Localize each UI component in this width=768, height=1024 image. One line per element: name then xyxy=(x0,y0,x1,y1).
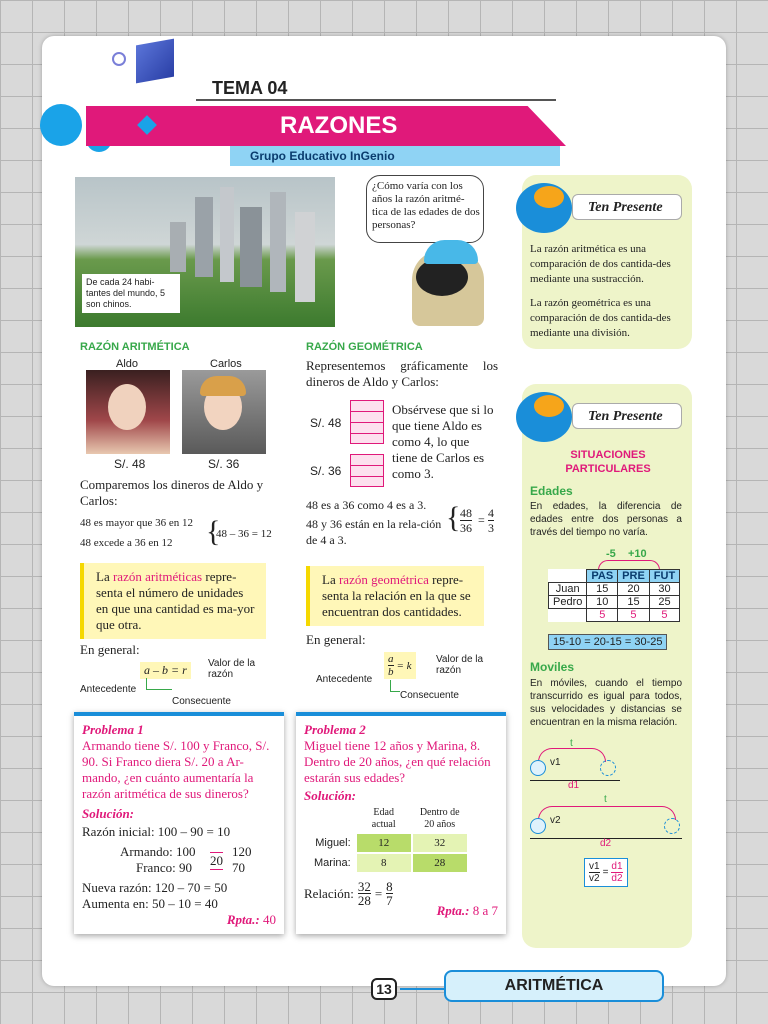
cell: 20 xyxy=(618,583,650,596)
problem-2-box xyxy=(296,712,506,934)
rpta-value: 40 xyxy=(263,912,276,927)
moviles-title: Moviles xyxy=(530,660,575,674)
frac-num: 4 xyxy=(488,506,494,520)
bubble-text: ¿Cómo varía con los años la razón aritmé-tica de las edades de dos personas? xyxy=(372,180,480,231)
geom-money-2: S/. 36 xyxy=(310,464,342,478)
prob1-text: Armando tiene S/. 100 y Franco, S/. 90. Si Franco diera S/. 20 a Ar-mando, ¿en cuánto aumentaría la razón aritmética de sus dineros? xyxy=(82,738,270,801)
frac-den: 3 xyxy=(488,521,494,535)
subject-badge: ARITMÉTICA xyxy=(444,970,664,1002)
header: FUT xyxy=(649,570,679,583)
prob1-fra: Franco: 90 xyxy=(136,860,192,875)
header: PAS xyxy=(587,570,618,583)
cube-icon xyxy=(136,39,174,84)
prob1-arm2: 120 xyxy=(232,844,252,859)
header: PRE xyxy=(618,570,650,583)
brain-gears xyxy=(534,186,564,208)
mobile-1-start xyxy=(530,760,546,776)
face-aldo xyxy=(108,384,146,430)
page-number: 13 xyxy=(371,978,397,1000)
geom-observe: Obsérvese que si lo que tiene Aldo es como 4, lo que tiene de Carlos es como 3. xyxy=(392,402,494,481)
geom-formula xyxy=(384,652,416,679)
formula-a: a xyxy=(388,653,394,665)
cell: 25 xyxy=(649,596,679,609)
ages-time-table xyxy=(548,569,680,622)
diff-equation: 15-10 = 20-15 = 30-25 xyxy=(548,634,667,650)
situaciones-title: SITUACIONES PARTICULARES xyxy=(565,449,651,475)
prob2-answer xyxy=(304,903,498,919)
v2-label: v2 xyxy=(550,815,561,826)
edades-text: En edades, la diferencia de edades entre dos personas a través del tiempo no varía. xyxy=(530,501,682,538)
col-future: Dentro de 20 años xyxy=(419,807,460,830)
velocity-ratio: $\frac{v1}{v2}$ = $\frac{d1}{d2}$ xyxy=(584,858,628,887)
frac-den: 28 xyxy=(357,893,371,908)
cell: 10 xyxy=(587,596,618,609)
prob1-l1: Razón inicial: 100 – 90 = 10 xyxy=(82,824,231,839)
geom-frac-1 xyxy=(460,506,472,535)
connector-line xyxy=(146,678,172,690)
transfer-diagram xyxy=(82,842,276,878)
corner xyxy=(549,609,587,622)
prob2-sol: Solución: xyxy=(304,788,357,803)
arit-line2: 48 excede a 36 en 12 xyxy=(80,537,173,549)
ratio-v2: v2 xyxy=(589,873,600,884)
prob1-title: Problema 1 xyxy=(82,722,144,737)
geom-line2: 48 y 36 están en la rela-ción de 4 a 3. xyxy=(306,517,442,547)
sheep-cap xyxy=(424,240,478,264)
building xyxy=(270,192,286,292)
connector-line xyxy=(390,680,400,692)
arit-label-cons: Consecuente xyxy=(172,696,231,707)
decor-bubble-1 xyxy=(40,104,82,146)
d2-label: d2 xyxy=(600,838,612,849)
row-name: Miguel: xyxy=(315,837,351,849)
prob2-text: Miguel tiene 12 años y Marina, 8. Dentro de 20 años, ¿en qué relación estarán sus edades? xyxy=(304,738,491,785)
prob1-answer xyxy=(82,912,276,928)
prob1-sol: Solución: xyxy=(82,806,135,821)
building xyxy=(220,187,234,282)
ten-title-1: Ten Presente xyxy=(588,200,663,215)
edades-title: Edades xyxy=(530,484,573,498)
ten-title-2: Ten Presente xyxy=(588,409,663,424)
arit-label-value: Valor de la razón xyxy=(208,658,256,680)
diff: 5 xyxy=(587,609,618,622)
building xyxy=(240,207,262,287)
def-pre: La xyxy=(322,572,336,587)
row-name: Juan xyxy=(549,583,587,596)
prob1-l4: Nueva razón: 120 – 70 = 50 xyxy=(82,880,228,895)
frac-num: 48 xyxy=(460,506,472,520)
arit-definition xyxy=(80,563,266,639)
cell: 12 xyxy=(357,834,411,852)
def-key: razón geométrica xyxy=(338,572,429,587)
corner xyxy=(549,570,587,583)
moviles-text: En móviles, cuando el tiempo transcurrido es igual para todos, sus velocidades y distancias se encuentran en la misma relación. xyxy=(530,678,682,728)
arit-label-ante: Antecedente xyxy=(80,684,137,695)
geom-general: En general: xyxy=(306,632,366,647)
cell: 15 xyxy=(618,596,650,609)
arrow-label-1: -5 xyxy=(606,548,616,560)
photo-caption: De cada 24 habi-tantes del mundo, 5 son chinos. xyxy=(82,274,180,313)
prob1-fra2: 70 xyxy=(232,860,245,875)
row-name: Marina: xyxy=(314,857,351,869)
geom-line1: 48 es a 36 como 4 es a 3. xyxy=(306,498,427,512)
v1-label: v1 xyxy=(550,757,561,768)
prob1-arm: Armando: 100 xyxy=(120,844,196,859)
name-carlos: Carlos xyxy=(210,358,242,370)
cell: 32 xyxy=(413,834,467,852)
tema-underline xyxy=(196,99,556,101)
col-actual: Edad actual xyxy=(371,807,396,830)
frac-num: 8 xyxy=(386,879,393,894)
arrow-label-2: +10 xyxy=(628,548,647,560)
rpta-label: Rpta.: xyxy=(226,912,260,927)
eq-sign: = xyxy=(478,513,485,527)
prob1-l5: Aumenta en: 50 – 10 = 40 xyxy=(82,896,218,911)
def-pre: La xyxy=(96,569,110,584)
cell: 15 xyxy=(587,583,618,596)
frac-den: 7 xyxy=(386,893,393,908)
mobile-1-end xyxy=(600,760,616,776)
hair-carlos xyxy=(200,376,246,396)
geom-label-cons: Consecuente xyxy=(400,690,459,701)
ratio-v1: v1 xyxy=(589,861,600,872)
brain-gears xyxy=(534,395,564,417)
formula-k: = k xyxy=(396,659,412,672)
building xyxy=(170,222,186,272)
ten1-p1: La razón aritmética es una comparación de dos cantida-des mediante una sustracción. xyxy=(530,243,671,285)
diff: 5 xyxy=(649,609,679,622)
ten1-p2: La razón geométrica es una comparación de dos cantida-des mediante una división. xyxy=(530,297,671,339)
ratio-d2: d2 xyxy=(611,873,623,884)
d1-label: d1 xyxy=(568,780,580,791)
t-label-1: t xyxy=(570,738,573,749)
subtitle: Grupo Educativo InGenio xyxy=(250,149,395,163)
def-post: repre-senta la relación en la que se encuentran dos cantidades. xyxy=(322,572,471,619)
ages-table xyxy=(308,804,469,874)
brace-geom: { xyxy=(446,501,461,534)
mobile-2-end xyxy=(664,818,680,834)
geom-label-ante: Antecedente xyxy=(316,674,373,685)
geom-title: RAZÓN GEOMÉTRICA xyxy=(306,341,423,353)
formula-b: b xyxy=(388,666,394,678)
row-name: Pedro xyxy=(549,596,587,609)
geom-money-1: S/. 48 xyxy=(310,416,342,430)
prob1-given: 20 xyxy=(210,853,223,868)
brace: { xyxy=(206,515,221,548)
money-aldo: S/. 48 xyxy=(114,457,146,471)
arit-line1: 48 es mayor que 36 en 12 xyxy=(80,517,194,529)
money-bar-36 xyxy=(350,454,384,487)
arit-title: RAZÓN ARITMÉTICA xyxy=(80,341,190,353)
arit-formula: a – b = r xyxy=(140,662,191,679)
mobile-2-start xyxy=(530,818,546,834)
decor-bubble-3 xyxy=(112,52,126,66)
geom-frac-2 xyxy=(488,506,494,535)
geom-definition xyxy=(306,566,484,626)
name-aldo: Aldo xyxy=(116,358,139,370)
rpta-value: 8 a 7 xyxy=(472,903,498,918)
def-post: repre-senta el número de unidades en que una cantidad es ma-yor que otra. xyxy=(96,569,255,632)
money-bar-48 xyxy=(350,400,384,444)
frac-num: 32 xyxy=(357,879,371,894)
page-title: RAZONES xyxy=(280,112,398,139)
arc-1 xyxy=(538,748,606,762)
arit-compare: Comparemos los dineros de Aldo y Carlos: xyxy=(80,477,264,508)
cell: 28 xyxy=(413,854,467,872)
cell: 30 xyxy=(649,583,679,596)
arit-general: En general: xyxy=(80,642,140,657)
building xyxy=(295,212,315,302)
rpta-label: Rpta.: xyxy=(436,903,470,918)
ratio-d1: d1 xyxy=(611,861,623,872)
problem-1-box xyxy=(74,712,284,934)
rel-label: Relación: xyxy=(304,885,354,901)
t-label-2: t xyxy=(604,794,607,805)
diff: 5 xyxy=(618,609,650,622)
corner xyxy=(310,806,355,832)
geom-label-value: Valor de la razón xyxy=(436,654,484,676)
building xyxy=(195,197,213,277)
cell: 8 xyxy=(357,854,411,872)
prob2-title: Problema 2 xyxy=(304,722,366,737)
arit-result: 48 – 36 = 12 xyxy=(216,528,272,540)
geom-intro: Representemos gráficamente los dineros de Aldo y Carlos: xyxy=(306,358,498,389)
tema-label: TEMA 04 xyxy=(212,78,288,98)
relation-line: Relación: $\frac{32}{28}$ = $\frac{8}{7}$ xyxy=(304,879,393,908)
frac-den: 36 xyxy=(460,521,472,535)
def-key: razón aritméticas xyxy=(112,569,203,584)
footer-line xyxy=(400,988,444,990)
money-carlos: S/. 36 xyxy=(208,457,240,471)
